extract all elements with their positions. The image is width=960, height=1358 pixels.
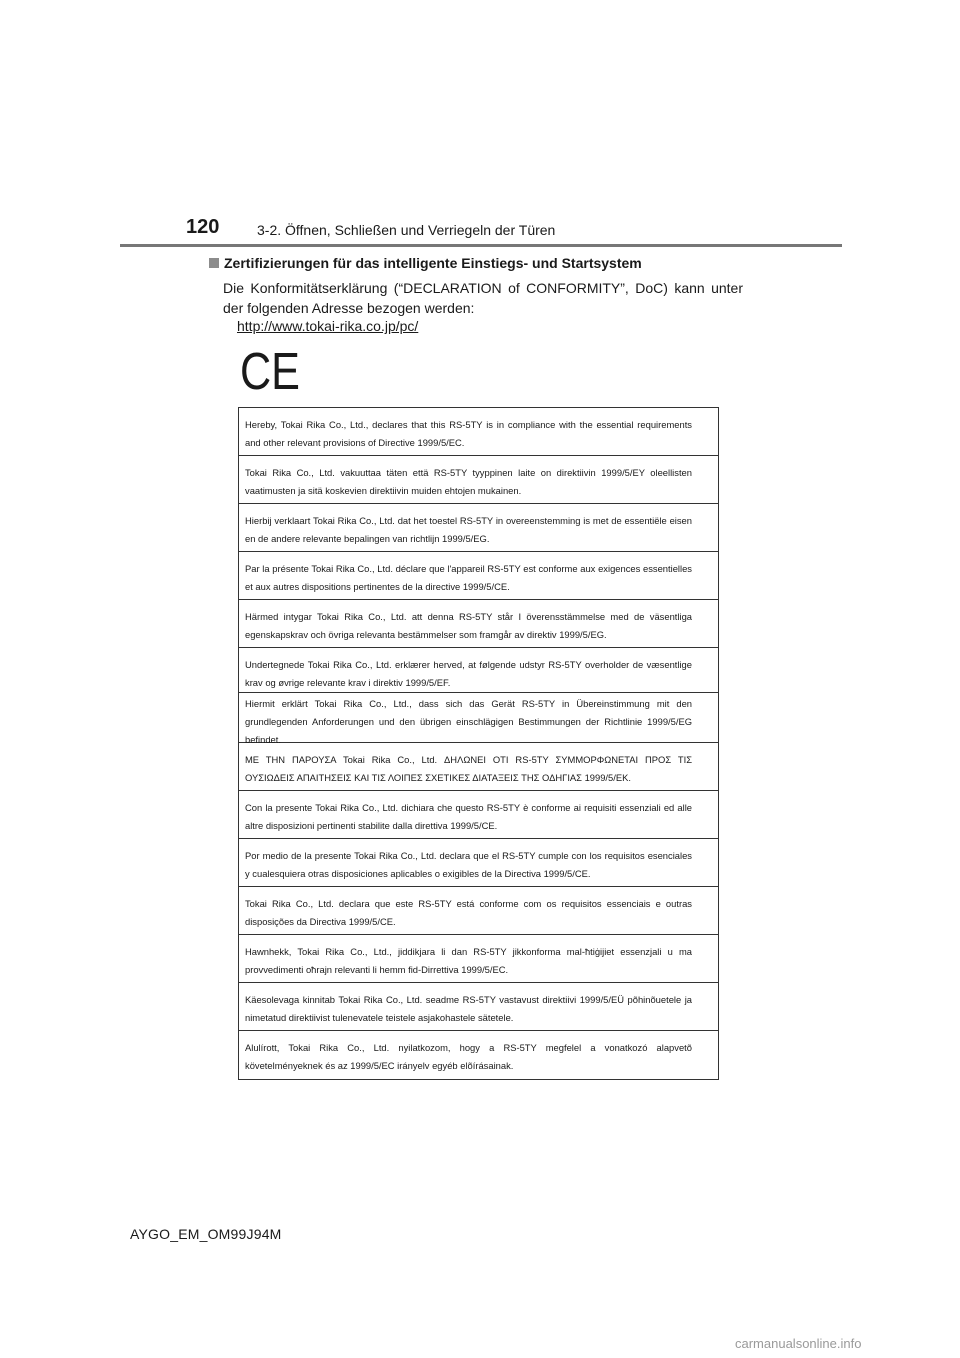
declaration-row-el: ΜΕ ΤΗΝ ΠΑΡΟΥΣΑ Tokai Rika Co., Ltd. ΔΗΛΩΝΕΙ ΟΤΙ RS-5TY ΣΥΜΜΟΡΦΩΝΕΤΑΙ ΠΡΟΣ ΤΙΣ ΟΥΣΙΩΔΕΙΣ ΑΠΑΙΤΗΣΕΙΣ ΚΑΙ ΤΙΣ ΛΟΙΠΕΣ ΣΧΕΤΙΚΕΣ ΔΙΑΤΑΞΕΙΣ ΤΗΣ ΟΔΗΓΙΑΣ 1999/5/ΕΚ. (239, 743, 718, 791)
document-code: AYGO_EM_OM99J94M (130, 1226, 282, 1242)
square-bullet-icon (209, 258, 219, 268)
certification-heading-text: Zertifizierungen für das intelligente Einstiegs- und Startsystem (224, 255, 642, 271)
declaration-row-de: Hiermit erklärt Tokai Rika Co., Ltd., dass sich das Gerät RS-5TY in Übereinstimmung mit den grundlegenden Anforderungen und den übrigen einschlägigen Bestimmungen der Richtlinie 1999/5/EG befindet. (239, 693, 718, 743)
intro-paragraph: Die Konformitätserklärung (“DECLARATION of CONFORMITY”, DoC) kann unter der folgenden Adresse bezogen werden: (223, 280, 743, 316)
declaration-row-et: Käesolevaga kinnitab Tokai Rika Co., Ltd. seadme RS-5TY vastavust direktiivi 1999/5/EÜ põhinõuetele ja nimetatud direktiivist tulenevatele teistele asjakohastele sätetele. (239, 983, 718, 1031)
declaration-row-nl: Hierbij verklaart Tokai Rika Co., Ltd. dat het toestel RS-5TY in overeenstemming is met de essentiële eisen en de andere relevante bepalingen van richtlijn 1999/5/EG. (239, 504, 718, 552)
declaration-row-es: Por medio de la presente Tokai Rika Co., Ltd. declara que el RS-5TY cumple con los requisitos esenciales y cualesquiera otras disposiciones aplicables o exigibles de la Directiva 1999/5/CE. (239, 839, 718, 887)
doc-url-link[interactable]: http://www.tokai-rika.co.jp/pc/ (237, 318, 419, 334)
declaration-table (238, 407, 719, 1080)
ce-mark-text: CE (240, 343, 300, 401)
declaration-row-it: Con la presente Tokai Rika Co., Ltd. dichiara che questo RS-5TY è conforme ai requisiti essenziali ed alle altre disposizioni pertinenti stabilite dalla direttiva 1999/5/CE. (239, 791, 718, 839)
declaration-row-fr: Par la présente Tokai Rika Co., Ltd. déclare que l'appareil RS-5TY est conforme aux exigences essentielles et aux autres dispositions pertinentes de la directive 1999/5/CE. (239, 552, 718, 600)
declaration-row-hu: Alulírott, Tokai Rika Co., Ltd. nyilatkozom, hogy a RS-5TY megfelel a vonatkozó alapvetõ követelményeknek és az 1999/5/EC irányelv egyéb elõírásainak. (245, 1042, 692, 1071)
declaration-row-da: Undertegnede Tokai Rika Co., Ltd. erklærer herved, at følgende udstyr RS-5TY overholder de væsentlige krav og øvrige relevante krav i direktiv 1999/5/EF. (239, 648, 718, 693)
declaration-row-sv: Härmed intygar Tokai Rika Co., Ltd. att denna RS-5TY står I överensstämmelse med de väsentliga egenskapskrav och övriga relevanta bestämmelser som framgår av direktiv 1999/5/EG. (239, 600, 718, 648)
page-number: 120 (186, 216, 220, 238)
section-title: 3-2. Öffnen, Schließen und Verriegeln der Türen (257, 222, 556, 238)
ce-mark-icon (240, 343, 302, 401)
declaration-row-en: Hereby, Tokai Rika Co., Ltd., declares that this RS-5TY is in compliance with the essential requirements and other relevant provisions of Directive 1999/5/EC. (239, 408, 718, 456)
site-watermark: carmanualsonline.info (735, 1336, 862, 1351)
declaration-row-mt: Hawnhekk, Tokai Rika Co., Ltd., jiddikjara li dan RS-5TY jikkonforma mal-ħtiġijiet essenzjali u ma provvedimenti oħrajn relevanti li hemm fid-Dirrettiva 1999/5/EC. (239, 935, 718, 983)
header-divider (120, 244, 842, 247)
declaration-row-fi: Tokai Rika Co., Ltd. vakuuttaa täten että RS-5TY tyyppinen laite on direktiivin 1999/5/EY oleellisten vaatimusten ja sitä koskevien direktiivin muiden ehtojen mukainen. (239, 456, 718, 504)
declaration-row-pt: Tokai Rika Co., Ltd. declara que este RS-5TY está conforme com os requisitos essenciais e outras disposições da Directiva 1999/5/CE. (239, 887, 718, 935)
certification-heading (209, 255, 642, 271)
